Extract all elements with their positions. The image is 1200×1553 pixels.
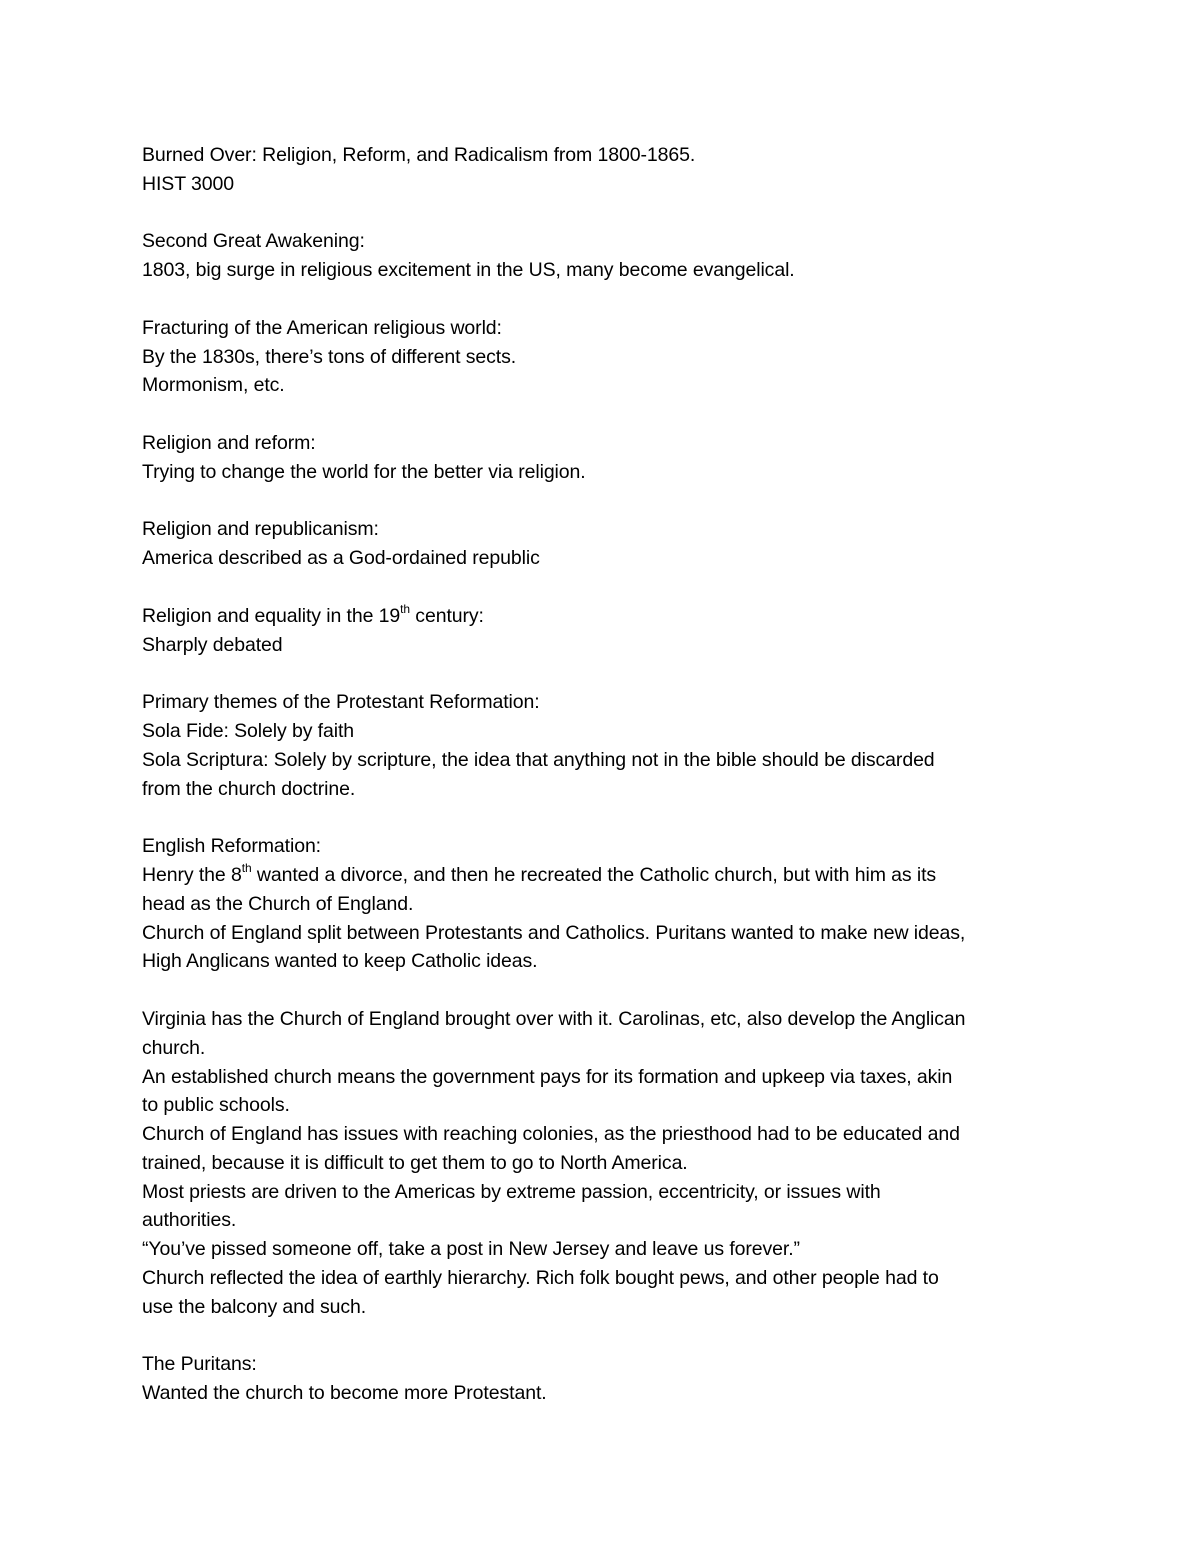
section-line: An established church means the government pays for its formation and upkeep via taxes, akin bbox=[142, 1065, 953, 1088]
spacer bbox=[142, 285, 1072, 314]
section-line: authorities. bbox=[142, 1209, 237, 1232]
line-text: wanted a divorce, and then he recreated the Catholic church, but with him as its bbox=[251, 863, 937, 886]
section-line: America described as a God-ordained republic bbox=[142, 547, 540, 570]
section-line: Sharply debated bbox=[142, 633, 283, 656]
section-heading: Religion and republicanism: bbox=[142, 518, 379, 541]
section-line: Wanted the church to become more Protestant. bbox=[142, 1382, 547, 1405]
section-line: By the 1830s, there’s tons of different sects. bbox=[142, 345, 517, 368]
spacer bbox=[142, 573, 1072, 602]
spacer bbox=[142, 803, 1072, 832]
section-line: Most priests are driven to the Americas by extreme passion, eccentricity, or issues with bbox=[142, 1180, 881, 1203]
document-title: Burned Over: Religion, Reform, and Radicalism from 1800-1865. bbox=[142, 144, 696, 166]
section-line: Sola Fide: Solely by faith bbox=[142, 719, 355, 742]
section-line: church. bbox=[142, 1036, 206, 1059]
spacer bbox=[142, 976, 1072, 1005]
section-line: “You’ve pissed someone off, take a post in New Jersey and leave us forever.” bbox=[142, 1238, 800, 1261]
section-line: Church reflected the idea of earthly hierarchy. Rich folk bought pews, and other people had to bbox=[142, 1267, 939, 1290]
superscript: th bbox=[400, 602, 410, 617]
section-heading: Second Great Awakening: bbox=[142, 230, 365, 253]
section-heading: English Reformation: bbox=[142, 835, 322, 858]
section-line-henry bbox=[142, 861, 1072, 890]
section-line: Mormonism, etc. bbox=[142, 374, 285, 397]
section-line: Sola Scriptura: Solely by scripture, the idea that anything not in the bible should be discarded bbox=[142, 748, 935, 771]
heading-text: Religion and equality in the 19 bbox=[142, 604, 401, 627]
section-heading-equality bbox=[142, 602, 1072, 631]
spacer bbox=[142, 487, 1072, 516]
spacer bbox=[142, 659, 1072, 688]
spacer bbox=[142, 1322, 1072, 1351]
spacer bbox=[142, 199, 1072, 228]
section-line: Church of England has issues with reaching colonies, as the priesthood had to be educated and bbox=[142, 1123, 960, 1146]
superscript: th bbox=[241, 861, 252, 876]
section-line: Virginia has the Church of England brought over with it. Carolinas, etc, also develop the Anglican bbox=[142, 1007, 966, 1030]
spacer bbox=[142, 400, 1072, 429]
line-text: Henry the 8 bbox=[142, 863, 242, 886]
course-code: HIST 3000 bbox=[142, 172, 234, 195]
section-line: 1803, big surge in religious excitement in the US, many become evangelical. bbox=[142, 259, 795, 282]
section-heading: Fracturing of the American religious world: bbox=[142, 316, 502, 339]
section-line: High Anglicans wanted to keep Catholic ideas. bbox=[142, 950, 538, 973]
section-line: Church of England split between Protestants and Catholics. Puritans wanted to make new ideas, bbox=[142, 921, 966, 944]
section-line: use the balcony and such. bbox=[142, 1295, 367, 1318]
document-body bbox=[142, 141, 1072, 1408]
section-line: trained, because it is difficult to get them to go to North America. bbox=[142, 1151, 688, 1174]
section-line: Trying to change the world for the better via religion. bbox=[142, 460, 586, 483]
section-line: to public schools. bbox=[142, 1094, 290, 1117]
heading-text: century: bbox=[409, 604, 484, 627]
section-heading: The Puritans: bbox=[142, 1353, 257, 1376]
section-heading: Primary themes of the Protestant Reformation: bbox=[142, 691, 540, 714]
section-heading: Religion and reform: bbox=[142, 431, 316, 454]
section-line: from the church doctrine. bbox=[142, 777, 356, 800]
section-line: head as the Church of England. bbox=[142, 892, 414, 915]
